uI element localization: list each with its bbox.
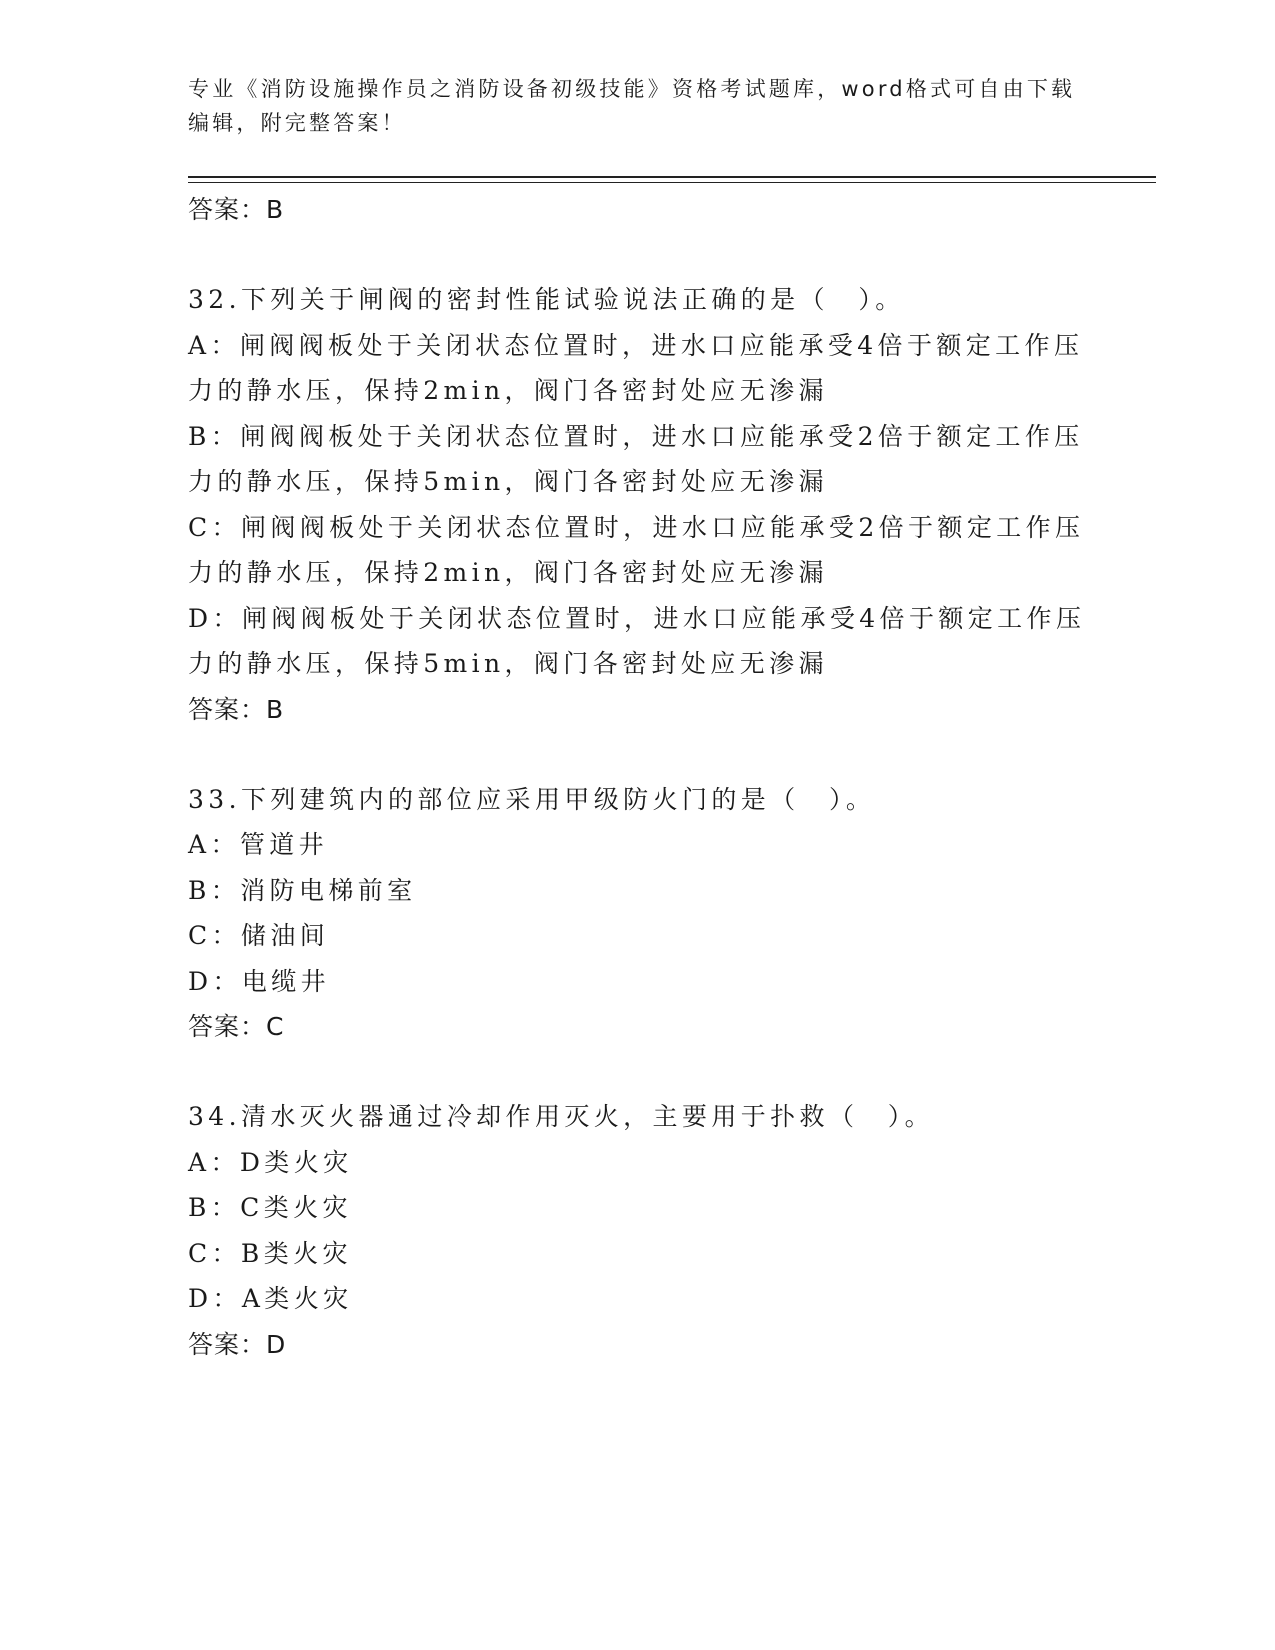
previous-answer: 答案：B	[188, 195, 285, 224]
question-stem: 34.清水灭火器通过冷却作用灭火，主要用于扑救（ ）。	[188, 1102, 935, 1131]
document-header: 专业《消防设施操作员之消防设备初级技能》资格考试题库，word格式可自由下载编辑，附完整答案！	[188, 77, 1076, 135]
option-b: B：消防电梯前室	[188, 875, 417, 905]
question-answer: 答案：D	[188, 1329, 287, 1359]
option-d: D：电缆井	[188, 966, 331, 996]
option-c: C：B类火灾	[188, 1238, 352, 1268]
question-stem: 32.下列关于闸阀的密封性能试验说法正确的是（ ）。	[188, 285, 905, 314]
question-answer: 答案：B	[188, 694, 285, 724]
header-rule-thin	[188, 182, 1156, 183]
option-d: D：A类火灾	[188, 1284, 353, 1313]
question-stem: 33.下列建筑内的部位应采用甲级防火门的是（ ）。	[188, 784, 876, 814]
option-c: C：闸阀阀板处于关闭状态位置时，进水口应能承受2倍于额定工作压力的静水压，保持2min，阀门各密封处应无渗漏	[188, 512, 1085, 587]
option-c: C：储油间	[188, 921, 330, 950]
question-list	[188, 187, 1088, 1367]
option-b: B：C类火灾	[188, 1193, 352, 1222]
option-d: D：闸阀阀板处于关闭状态位置时，进水口应能承受4倍于额定工作压力的静水压，保持5min，阀门各密封处应无渗漏	[188, 603, 1086, 678]
question-answer: 答案：C	[188, 1012, 285, 1041]
question-34	[188, 1094, 1088, 1367]
option-a: A：管道井	[188, 830, 329, 859]
option-a: A：D类火灾	[188, 1147, 353, 1177]
question-33	[188, 777, 1088, 1050]
question-32	[188, 277, 1088, 732]
option-a: A：闸阀阀板处于关闭状态位置时，进水口应能承受4倍于额定工作压力的静水压，保持2min，阀门各密封处应无渗漏	[188, 330, 1084, 405]
option-b: B：闸阀阀板处于关闭状态位置时，进水口应能承受2倍于额定工作压力的静水压，保持5min，阀门各密封处应无渗漏	[188, 421, 1084, 496]
header-rule-thick	[188, 176, 1156, 178]
